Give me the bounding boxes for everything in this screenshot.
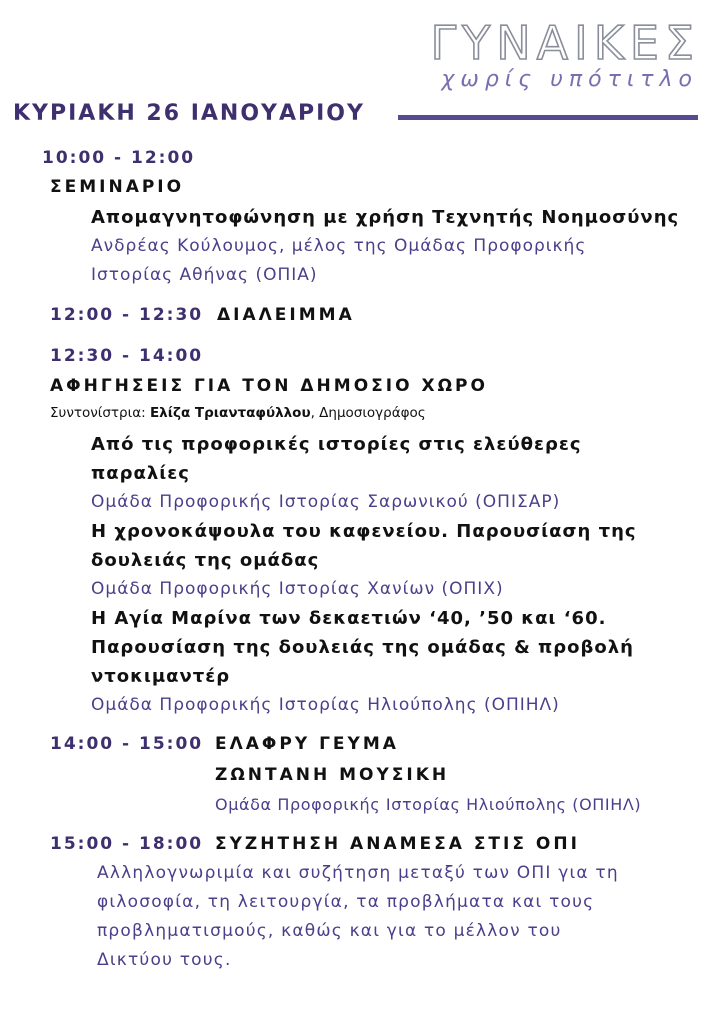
brand-title: ΓΥΝΑΙΚΕΣ (430, 16, 700, 70)
session-4-org: Ομάδα Προφορικής Ιστορίας Ηλιούπολης (ΟΠΙΗΛ) (215, 795, 642, 814)
talk-1-org: Ομάδα Προφορικής Ιστορίας Σαρωνικού (ΟΠΙΣΑΡ) (91, 492, 561, 512)
session-2-label: ΔΙΑΛΕΙΜΜΑ (217, 305, 355, 325)
session-1-talk: Απομαγνητοφώνηση με χρήση Τεχνητής Νοημοσύνης (91, 207, 680, 228)
session-1-label: ΣΕΜΙΝΑΡΙΟ (50, 177, 185, 197)
session-5-line-3: προβληματισμούς, καθώς και για το μέλλον του (97, 921, 562, 941)
session-3-label: ΑΦΗΓΗΣΕΙΣ ΓΙΑ ΤΟΝ ΔΗΜΟΣΙΟ ΧΩΡΟ (50, 376, 488, 396)
session-5-time: 15:00 - 18:00 (50, 834, 204, 854)
talk-3-line-3: ντοκιμαντέρ (91, 666, 231, 687)
session-3-coordinator (50, 405, 426, 421)
session-4-time: 14:00 - 15:00 (50, 734, 204, 754)
session-1-time: 10:00 - 12:00 (42, 148, 196, 168)
session-4-label-2: ΖΩΝΤΑΝΗ ΜΟΥΣΙΚΗ (215, 765, 450, 785)
brand-subtitle: χωρίς υπότιτλο (441, 67, 698, 92)
talk-2-org: Ομάδα Προφορικής Ιστορίας Χανίων (ΟΠΙΧ) (91, 579, 504, 599)
session-1-org-line-1: Ανδρέας Κούλουμος, μέλος της Ομάδας Προφορικής (91, 236, 587, 256)
talk-3-org: Ομάδα Προφορικής Ιστορίας Ηλιούπολης (ΟΠΙΗΛ) (91, 695, 560, 715)
session-4-label: ΕΛΑΦΡΥ ΓΕΥΜΑ (215, 734, 399, 754)
session-5-line-4: Δικτύου τους. (97, 950, 232, 970)
coordinator-role: Συντονίστρια: (50, 405, 146, 421)
event-date: ΚΥΡΙΑΚΗ 26 ΙΑΝΟΥΑΡΙΟΥ (13, 101, 365, 126)
talk-1-line-2: παραλίες (91, 463, 190, 484)
talk-3-line-2: Παρουσίαση της δουλειάς της ομάδας & προβολή (91, 637, 634, 658)
session-5-line-1: Αλληλογνωριμία και συζήτηση μεταξύ των ΟΠΙ για τη (97, 863, 619, 883)
coordinator-job: , Δημοσιογράφος (310, 405, 426, 421)
talk-2-line-1: Η χρονοκάψουλα του καφενείου. Παρουσίαση της (91, 521, 637, 542)
session-1-org-line-2: Ιστορίας Αθήνας (ΟΠΙΑ) (91, 265, 318, 285)
coordinator-name: Ελίζα Τριανταφύλλου (149, 405, 311, 421)
session-5-label: ΣΥΖΗΤΗΣΗ ΑΝΑΜΕΣΑ ΣΤΙΣ ΟΠΙ (215, 834, 580, 854)
talk-3-line-1: Η Αγία Μαρίνα των δεκαετιών ‘40, ’50 και ‘60. (91, 608, 607, 629)
session-5-line-2: φιλοσοφία, τη λειτουργία, τα προβλήματα και τους (97, 892, 595, 912)
session-2-time: 12:00 - 12:30 (50, 305, 204, 325)
talk-2-line-2: δουλειάς της ομάδας (91, 550, 320, 571)
talk-1-line-1: Από τις προφορικές ιστορίες στις ελεύθερες (91, 434, 582, 455)
header-divider (398, 115, 698, 120)
session-3-time: 12:30 - 14:00 (50, 346, 204, 366)
